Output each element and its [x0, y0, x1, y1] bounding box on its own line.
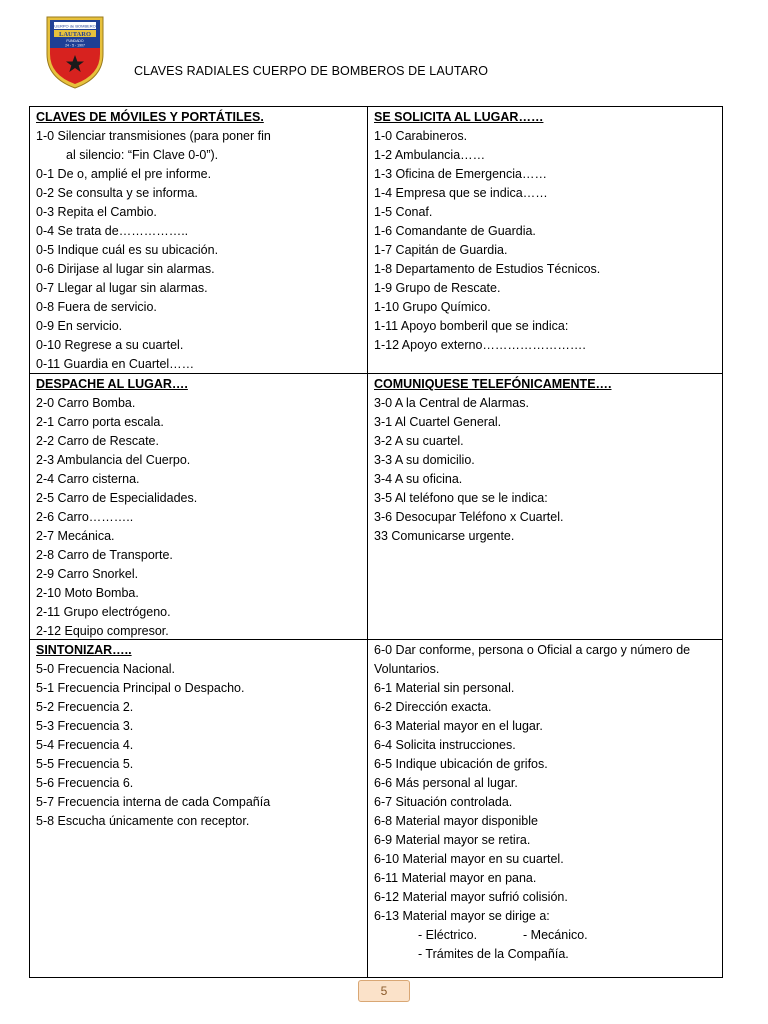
logo-founded-date: 24 - 5 - 1907	[65, 43, 85, 48]
list-item: 33 Comunicarse urgente.	[374, 529, 515, 543]
list-item: 6-13 Material mayor se dirige a:	[374, 909, 550, 923]
list-item: 1-3 Oficina de Emergencia……	[374, 167, 547, 181]
section-title: CLAVES DE MÓVILES Y PORTÁTILES.	[36, 110, 264, 124]
list-item: 6-7 Situación controlada.	[374, 795, 513, 809]
list-item: 6-3 Material mayor en el lugar.	[374, 719, 543, 733]
list-item: 3-6 Desocupar Teléfono x Cuartel.	[374, 510, 564, 524]
list-item: 5-1 Frecuencia Principal o Despacho.	[36, 681, 245, 695]
list-item: 0-8 Fuera de servicio.	[36, 300, 157, 314]
list-item: 2-7 Mecánica.	[36, 529, 115, 543]
list-item: 5-6 Frecuencia 6.	[36, 776, 134, 790]
list-item: 0-7 Llegar al lugar sin alarmas.	[36, 281, 208, 295]
list-item: 1-6 Comandante de Guardia.	[374, 224, 536, 238]
codes-table	[29, 106, 723, 978]
list-item: 0-1 De o, amplié el pre informe.	[36, 167, 212, 181]
section-sintonizar	[30, 640, 367, 831]
list-item: 6-12 Material mayor sufrió colisión.	[374, 890, 568, 904]
list-item: 6-4 Solicita instrucciones.	[374, 738, 516, 752]
list-item: 1-12 Apoyo externo…………………….	[374, 338, 586, 352]
section-conforme	[368, 640, 722, 964]
list-item: 0-3 Repita el Cambio.	[36, 205, 157, 219]
list-item: 6-8 Material mayor disponible	[374, 814, 538, 828]
section-solicita	[368, 107, 722, 355]
list-item: 2-4 Carro cisterna.	[36, 472, 140, 486]
logo-name: LAUTARO	[58, 31, 92, 38]
section-title: SINTONIZAR…..	[36, 643, 132, 657]
section-moviles	[30, 107, 367, 374]
list-item: 6-6 Más personal al lugar.	[374, 776, 518, 790]
list-item: 0-2 Se consulta y se informa.	[36, 186, 198, 200]
list-item: 3-0 A la Central de Alarmas.	[374, 396, 529, 410]
list-item: 1-4 Empresa que se indica……	[374, 186, 548, 200]
section-title: SE SOLICITA AL LUGAR……	[374, 110, 544, 124]
list-item: 6-9 Material mayor se retira.	[374, 833, 531, 847]
list-item: 1-11 Apoyo bomberil que se indica:	[374, 319, 569, 333]
list-item: 6-10 Material mayor en su cuartel.	[374, 852, 564, 866]
logo-founded-label: FUNDADO	[66, 39, 84, 43]
section-title: COMUNIQUESE TELEFÓNICAMENTE….	[374, 377, 612, 391]
list-item: 6-1 Material sin personal.	[374, 681, 515, 695]
section-title: DESPACHE AL LUGAR….	[36, 377, 188, 391]
sub-item-mecanico: - Mecánico.	[523, 928, 588, 942]
list-item: 1-9 Grupo de Rescate.	[374, 281, 501, 295]
list-item: 1-0 Silenciar transmisiones (para poner fin	[36, 129, 271, 143]
list-item: 2-0 Carro Bomba.	[36, 396, 136, 410]
list-item: 6-0 Dar conforme, persona o Oficial a cargo y número de Voluntarios.	[374, 643, 691, 676]
list-item: 2-12 Equipo compresor.	[36, 624, 169, 638]
list-item: 2-5 Carro de Especialidades.	[36, 491, 198, 505]
list-item: 2-11 Grupo electrógeno.	[36, 605, 171, 619]
logo-top-text: CUERPO de BOMBEROS	[51, 23, 99, 29]
list-item: 5-8 Escucha únicamente con receptor.	[36, 814, 250, 828]
list-item: 1-5 Conaf.	[374, 205, 433, 219]
list-item: 2-8 Carro de Transporte.	[36, 548, 173, 562]
section-despache	[30, 374, 367, 641]
sub-list-item	[374, 926, 716, 945]
list-item: 3-1 Al Cuartel General.	[374, 415, 502, 429]
list-item: 2-3 Ambulancia del Cuerpo.	[36, 453, 191, 467]
list-item: 3-5 Al teléfono que se le indica:	[374, 491, 548, 505]
list-item: 2-9 Carro Snorkel.	[36, 567, 139, 581]
list-item: 2-10 Moto Bomba.	[36, 586, 139, 600]
section-comuniquese	[368, 374, 722, 546]
list-item: 2-6 Carro………..	[36, 510, 134, 524]
list-item: 3-2 A su cuartel.	[374, 434, 464, 448]
sub-item-tramites: - Trámites de la Compañía.	[418, 947, 569, 961]
list-item: 6-5 Indique ubicación de grifos.	[374, 757, 548, 771]
list-item: 5-7 Frecuencia interna de cada Compañía	[36, 795, 271, 809]
list-item: 2-2 Carro de Rescate.	[36, 434, 159, 448]
list-item: 1-10 Grupo Químico.	[374, 300, 491, 314]
fire-department-shield-logo	[44, 14, 106, 90]
list-item: 1-8 Departamento de Estudios Técnicos.	[374, 262, 601, 276]
list-item: 0-9 En servicio.	[36, 319, 123, 333]
list-item: 1-7 Capitán de Guardia.	[374, 243, 508, 257]
list-item: 3-4 A su oficina.	[374, 472, 463, 486]
list-item: 5-5 Frecuencia 5.	[36, 757, 134, 771]
list-item: 6-2 Dirección exacta.	[374, 700, 492, 714]
list-item: 5-4 Frecuencia 4.	[36, 738, 134, 752]
list-item: 5-2 Frecuencia 2.	[36, 700, 134, 714]
list-item: 1-2 Ambulancia……	[374, 148, 486, 162]
list-item: 0-11 Guardia en Cuartel……	[36, 357, 195, 371]
page-number: 5	[358, 980, 410, 1002]
list-item: 0-10 Regrese a su cuartel.	[36, 338, 184, 352]
list-item: 5-3 Frecuencia 3.	[36, 719, 134, 733]
list-item: 0-5 Indique cuál es su ubicación.	[36, 243, 219, 257]
list-item: 1-0 Carabineros.	[374, 129, 468, 143]
list-item: al silencio: “Fin Clave 0-0”).	[66, 148, 219, 162]
list-item: 3-3 A su domicilio.	[374, 453, 475, 467]
list-item: 0-4 Se trata de……………..	[36, 224, 189, 238]
list-item: 0-6 Dirijase al lugar sin alarmas.	[36, 262, 215, 276]
list-item: 5-0 Frecuencia Nacional.	[36, 662, 175, 676]
list-item: 2-1 Carro porta escala.	[36, 415, 164, 429]
sub-item-electrico: - Eléctrico.	[418, 928, 478, 942]
document-title: CLAVES RADIALES CUERPO DE BOMBEROS DE LAUTARO	[134, 64, 489, 78]
list-item: 6-11 Material mayor en pana.	[374, 871, 537, 885]
